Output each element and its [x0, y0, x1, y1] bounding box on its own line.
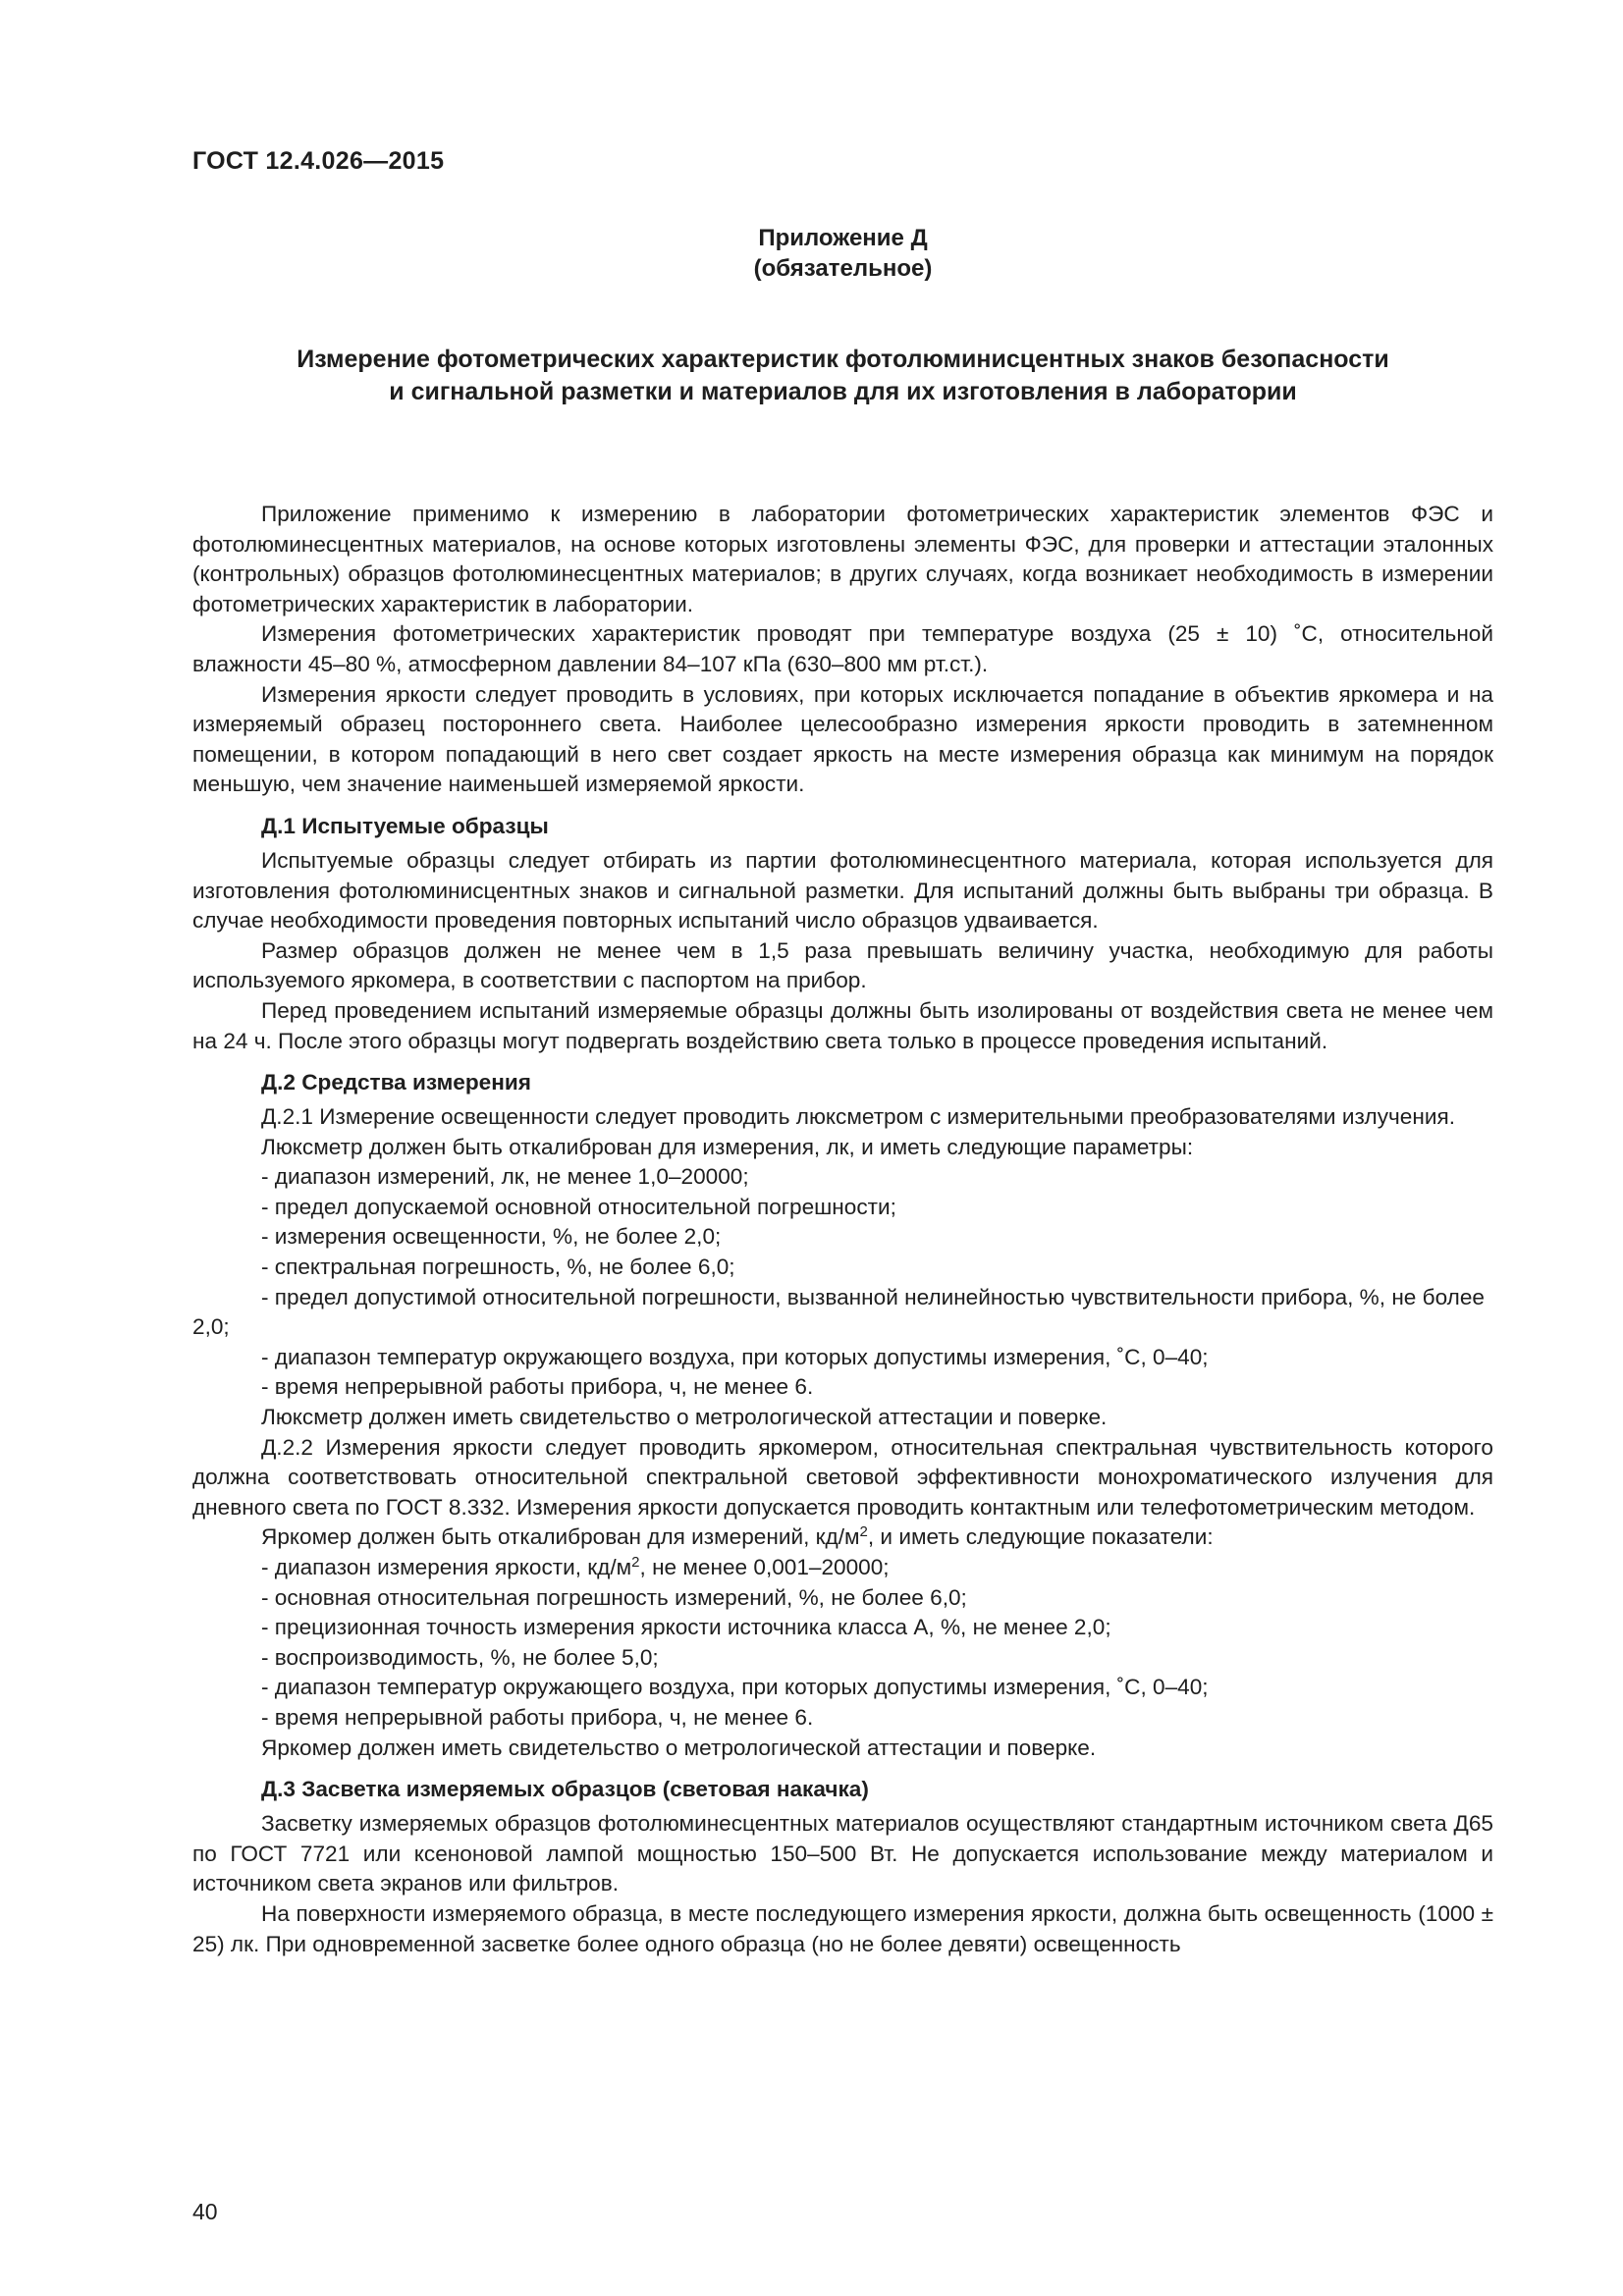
luxmeter-list-item: - измерения освещенности, %, не более 2,0;: [261, 1224, 722, 1250]
meter-list-item: - воспроизводимость, %, не более 5,0;: [261, 1644, 659, 1670]
section-d3-paragraph: На поверхности измеряемого образца, в месте последующего измерения яркости, должна быть освещенность (1000 ± 25) лк. При одновременной засветке более одного образца (но не более девяти) освещенность: [192, 1900, 1493, 1956]
superscript: 2: [859, 1523, 868, 1541]
superscript: 2: [631, 1554, 640, 1571]
section-d1-paragraph: Перед проведением испытаний измеряемые образцы должны быть изолированы от воздействия света не менее чем на 24 ч. После этого образцы могут подвергать воздействию света только в процессе проведения испытаний.: [192, 997, 1493, 1053]
section-d2-paragraph: Яркомер должен иметь свидетельство о метрологической аттестации и поверке.: [261, 1735, 1097, 1760]
annex-heading: [192, 223, 1493, 284]
section-d2-paragraph: Люксметр должен быть откалиброван для измерения, лк, и иметь следующие параметры:: [261, 1134, 1194, 1159]
luxmeter-list-item: - диапазон измерений, лк, не менее 1,0–20000;: [261, 1164, 749, 1190]
meter-list-item: - прецизионная точность измерения яркости источника класса А, %, не менее 2,0;: [261, 1615, 1111, 1640]
section-d1-paragraph: Испытуемые образцы следует отбирать из партии фотолюминесцентного материала, которая используется для изготовления фотолюминисцентных знаков и сигнальной разметки. Для испытаний должны быть выбраны три образца. В случае необходимости проведения повторных испытаний число образцов удваивается.: [192, 847, 1493, 934]
standard-header: ГОСТ 12.4.026—2015: [192, 147, 445, 175]
section-d1-paragraph: Размер образцов должен не менее чем в 1,5 раза превышать величину участка, необходимую для работы используемого яркомера, в соответствии с паспортом на прибор.: [192, 937, 1493, 993]
meter-list-item: [192, 1553, 1493, 1583]
section-d1-heading: Д.1 Испытуемые образцы: [261, 813, 549, 838]
section-d2-paragraph: Д.2.2 Измерения яркости следует проводить яркомером, относительная спектральная чувствительность которого должна соответствовать относительной спектральной световой эффективности монохроматического излучения для дневного света по ГОСТ 8.332. Измерения яркости допускается проводить контактным или телефотометрическим методом.: [192, 1434, 1493, 1520]
annex-title-line-2: и сигнальной разметки и материалов для их изготовления в лаборатории: [389, 378, 1297, 405]
section-d2-heading: Д.2 Средства измерения: [261, 1070, 531, 1095]
section-d2-paragraph: Люксметр должен иметь свидетельство о метрологической аттестации и поверке.: [261, 1405, 1108, 1430]
text-run: - диапазон измерения яркости, кд/м: [261, 1555, 632, 1579]
intro-paragraph: Измерения яркости следует проводить в условиях, при которых исключается попадание в объектив яркомера и на измеряемый образец постороннего света. Наиболее целесообразно измерения яркости проводить в затемненном помещении, в котором попадающий в него свет создает яркость на месте измерения образца как минимум на порядок меньшую, чем значение наименьшей измеряемой яркости.: [192, 681, 1493, 797]
page-number: 40: [192, 2199, 218, 2224]
annex-title-line-1: Измерение фотометрических характеристик фотолюминисцентных знаков безопасности: [297, 346, 1389, 373]
document-body: [192, 500, 1493, 1959]
text-run: , не менее 0,001–20000;: [639, 1555, 890, 1579]
section-d2-paragraph: [192, 1522, 1493, 1553]
intro-paragraph: Приложение применимо к измерению в лаборатории фотометрических характеристик элементов ФЭС и фотолюминесцентных материалов, на основе которых изготовлены элементы ФЭС, для проверки и аттестации эталонных (контрольных) образцов фотолюминесцентных материалов; в других случаях, когда возникает необходимость в измерении фотометрических характеристик в лаборатории.: [192, 502, 1493, 616]
meter-list-item: - время непрерывной работы прибора, ч, не менее 6.: [261, 1704, 814, 1730]
luxmeter-list-item: - предел допускаемой основной относительной погрешности;: [261, 1194, 896, 1219]
text-run: , и иметь следующие показатели:: [867, 1524, 1214, 1550]
annex-label: Приложение Д: [758, 225, 928, 251]
luxmeter-list-item: - время непрерывной работы прибора, ч, не менее 6.: [261, 1374, 814, 1400]
intro-paragraph: Измерения фотометрических характеристик проводят при температуре воздуха (25 ± 10) ˚С, относительной влажности 45–80 %, атмосферном давлении 84–107 кПа (630–800 мм рт.ст.).: [192, 621, 1493, 676]
text-run: Яркомер должен быть откалиброван для измерений, кд/м: [261, 1524, 860, 1550]
annex-title: [192, 344, 1493, 408]
luxmeter-list-item: - диапазон температур окружающего воздуха, при которых допустимы измерения, ˚С, 0–40;: [261, 1344, 1209, 1369]
annex-status: (обязательное): [753, 255, 933, 282]
luxmeter-list-item: - предел допустимой относительной погрешности, вызванной нелинейностью чувствительности прибора, %, не более 2,0;: [192, 1284, 1485, 1340]
meter-list-item: - основная относительная погрешность измерений, %, не более 6,0;: [261, 1584, 967, 1610]
section-d3-paragraph: Засветку измеряемых образцов фотолюминесцентных материалов осуществляют стандартным источником света Д65 по ГОСТ 7721 или ксеноновой лампой мощностью 150–500 Вт. Не допускается использование между материалом и источником света экранов или фильтров.: [192, 1811, 1493, 1896]
luxmeter-list-item: - спектральная погрешность, %, не более 6,0;: [261, 1255, 735, 1280]
section-d3-heading: Д.3 Засветка измеряемых образцов (световая накачка): [261, 1777, 869, 1802]
section-d2-paragraph: Д.2.1 Измерение освещенности следует проводить люксметром с измерительными преобразователями излучения.: [261, 1104, 1455, 1130]
meter-list-item: - диапазон температур окружающего воздуха, при которых допустимы измерения, ˚С, 0–40;: [261, 1675, 1209, 1700]
